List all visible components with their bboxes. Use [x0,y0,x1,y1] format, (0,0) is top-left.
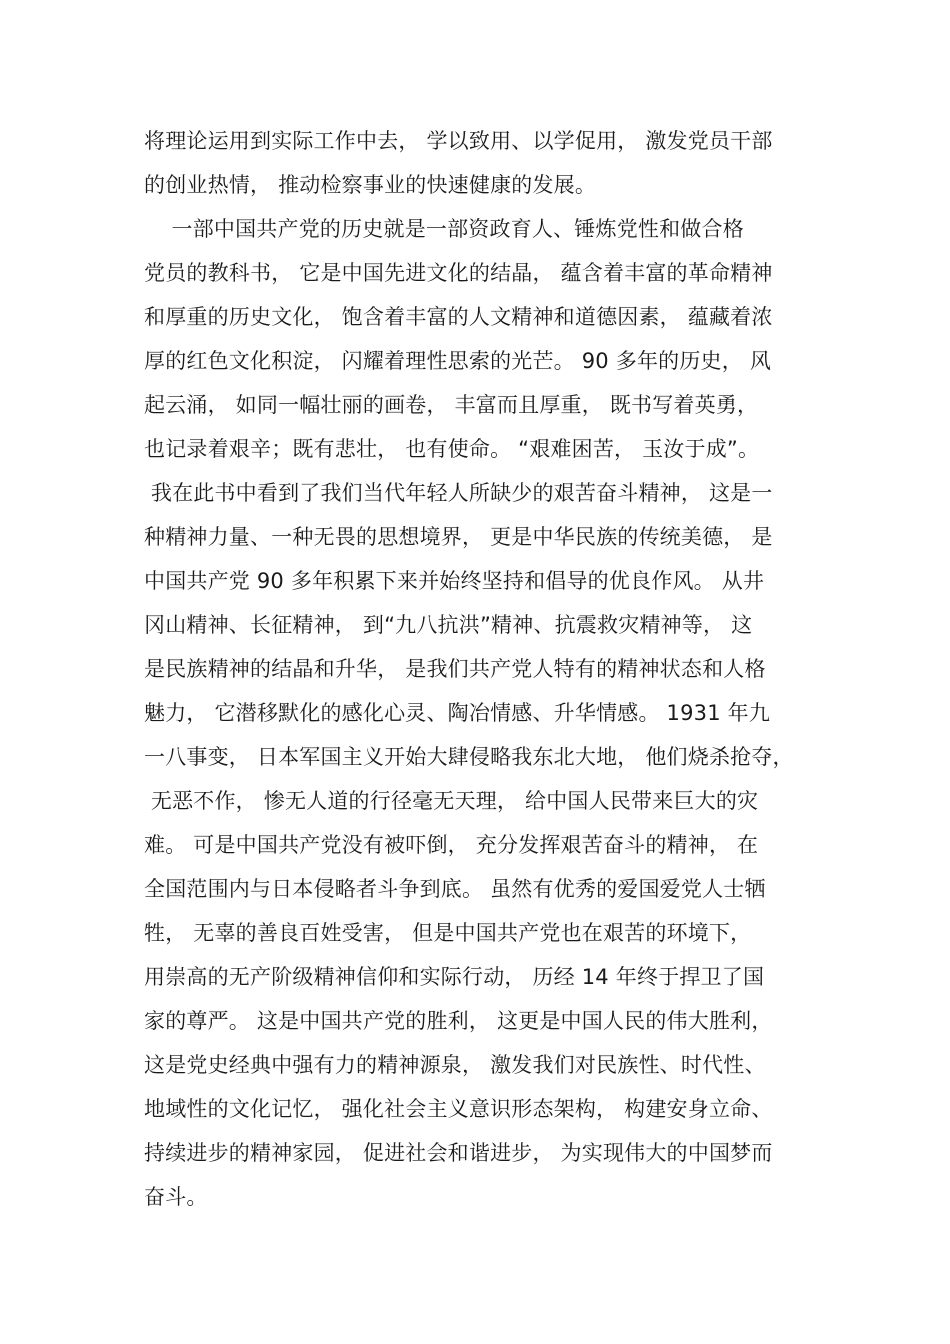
text-line: 牲， 无辜的善良百姓受害， 但是中国共产党也在艰苦的环境下， [144,921,752,945]
text-line: 和厚重的历史文化， 饱含着丰富的人文精神和道德因素， 蕴藏着浓 [144,305,773,329]
text-line: 党员的教科书， 它是中国先进文化的结晶， 蕴含着丰富的革命精神 [144,261,773,285]
text-line: 也记录着艰辛；既有悲壮， 也有使命。 “艰难困苦， 玉汝于成”。 [144,437,760,461]
text-line: 的创业热情， 推动检察事业的快速健康的发展。 [144,173,597,197]
text-line: 难。 可是中国共产党没有被吓倒， 充分发挥艰苦奋斗的精神， 在 [144,833,759,857]
text-line: 这是党史经典中强有力的精神源泉， 激发我们对民族性、时代性、 [144,1053,766,1077]
text-line: 我在此书中看到了我们当代年轻人所缺少的艰苦奋斗精神， 这是一 [144,481,773,505]
text-line: 冈山精神、长征精神， 到“九八抗洪”精神、抗震救灾精神等， 这 [144,613,753,637]
text-line: 厚的红色文化积淀， 闪耀着理性思索的光芒。 90 多年的历史， 风 [144,349,772,373]
paragraph-start-line: 一部中国共产党的历史就是一部资政育人、锤炼党性和做合格 [144,217,744,241]
text-line: 奋斗。 [144,1185,208,1209]
text-line: 一八事变， 日本军国主义开始大肆侵略我东北大地， 他们烧杀抢夺， [144,745,794,769]
text-line: 起云涌， 如同一幅壮丽的画卷， 丰富而且厚重， 既书写着英勇， [144,393,759,417]
text-line: 家的尊严。 这是中国共产党的胜利， 这更是中国人民的伟大胜利， [144,1009,773,1033]
text-line: 魅力， 它潜移默化的感化心灵、陶冶情感、升华情感。 1931 年九 [144,701,771,725]
text-line: 地域性的文化记忆， 强化社会主义意识形态架构， 构建安身立命、 [144,1097,773,1121]
text-line: 中国共产党 90 多年积累下来并始终坚持和倡导的优良作风。 从井 [144,569,765,593]
text-line: 全国范围内与日本侵略者斗争到底。 虽然有优秀的爱国爱党人士牺 [144,877,766,901]
text-line: 无恶不作， 惨无人道的行径毫无天理， 给中国人民带来巨大的灾 [144,789,759,813]
text-line: 将理论运用到实际工作中去， 学以致用、以学促用， 激发党员干部 [144,129,773,153]
text-line: 是民族精神的结晶和升华， 是我们共产党人特有的精神状态和人格 [144,657,766,681]
text-line: 用崇高的无产阶级精神信仰和实际行动， 历经 14 年终于捍卫了国 [144,965,765,989]
text-line: 种精神力量、一种无畏的思想境界， 更是中华民族的传统美德， 是 [144,525,773,549]
text-line: 持续进步的精神家园， 促进社会和谐进步， 为实现伟大的中国梦而 [144,1141,773,1165]
